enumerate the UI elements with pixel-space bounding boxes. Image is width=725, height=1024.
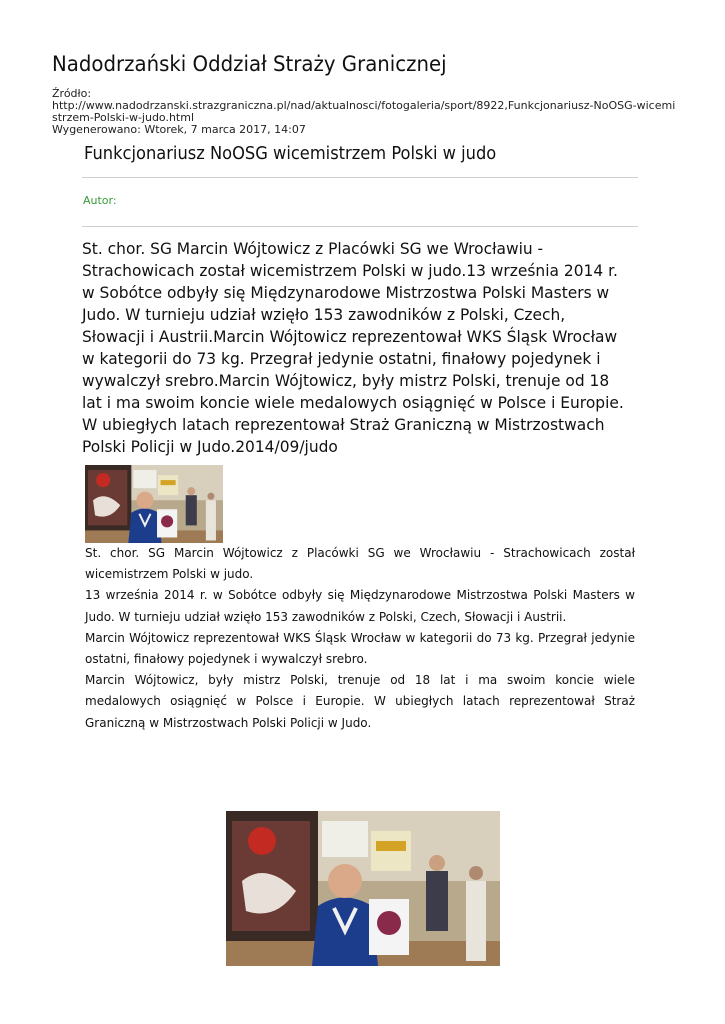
- judo-athlete-photo: [226, 811, 500, 966]
- source-meta: [52, 88, 692, 136]
- source-url-line1[interactable]: http://www.nadodrzanski.strazgraniczna.pl/nad/aktualnosci/fotogaleria/sport/8922,Funkcjonariusz-NoOSG-wicemi: [52, 99, 676, 112]
- source-label: Źródło:: [52, 87, 92, 100]
- site-title: Nadodrzański Oddział Straży Granicznej: [52, 52, 447, 76]
- article-lead: St. chor. SG Marcin Wójtowicz z Placówki SG we Wrocławiu - Strachowicach został wicemistrzem Polski w judo.13 września 2014 r. w Sobótce odbyły się Międzynarodowe Mistrzostwa Polski Masters w Judo. W turnieju udział wzięło 153 zawodników z Polski, Czech, Słowacji i Austrii.Marcin Wójtowicz reprezentował WKS Śląsk Wrocław w kategorii do 73 kg. Przegrał jedynie ostatni, finałowy pojedynek i wywalczył srebro.Marcin Wójtowicz, były mistrz Polski, trenuje od 18 lat i ma swoim koncie wiele medalowych osiągnięć w Polsce i Europie. W ubiegłych latach reprezentował Straż Graniczną w Mistrzostwach Polski Policji w Judo.2014/09/judo: [82, 239, 624, 456]
- body-paragraph: Marcin Wójtowicz, były mistrz Polski, trenuje od 18 lat i ma swoim koncie wiele medalowych osiągnięć w Polsce i Europie. W ubiegłych latach reprezentował Straż Graniczną w Mistrzostwach Polski Policji w Judo.: [85, 673, 635, 730]
- author-label: Autor:: [83, 194, 117, 207]
- judo-athlete-photo: [85, 465, 223, 543]
- article-body: [85, 543, 635, 734]
- photo-thumbnail: [85, 465, 223, 543]
- photo-large: [226, 811, 500, 966]
- body-paragraph: Marcin Wójtowicz reprezentował WKS Śląsk Wrocław w kategorii do 73 kg. Przegrał jedynie ostatni, finałowy pojedynek i wywalczył srebro.: [85, 630, 635, 667]
- article-title: Funkcjonariusz NoOSG wicemistrzem Polski w judo: [84, 144, 497, 164]
- generated-date: Wygenerowano: Wtorek, 7 marca 2017, 14:07: [52, 123, 306, 136]
- divider: [82, 177, 638, 178]
- source-url-line2[interactable]: strzem-Polski-w-judo.html: [52, 111, 195, 124]
- body-paragraph: 13 września 2014 r. w Sobótce odbyły się Międzynarodowe Mistrzostwa Polski Masters w Judo. W turnieju udział wzięło 153 zawodników z Polski, Czech, Słowacji i Austrii.: [85, 588, 635, 624]
- body-paragraph: St. chor. SG Marcin Wójtowicz z Placówki SG we Wrocławiu - Strachowicach został wicemistrzem Polski w judo.: [85, 546, 635, 582]
- divider: [82, 226, 638, 227]
